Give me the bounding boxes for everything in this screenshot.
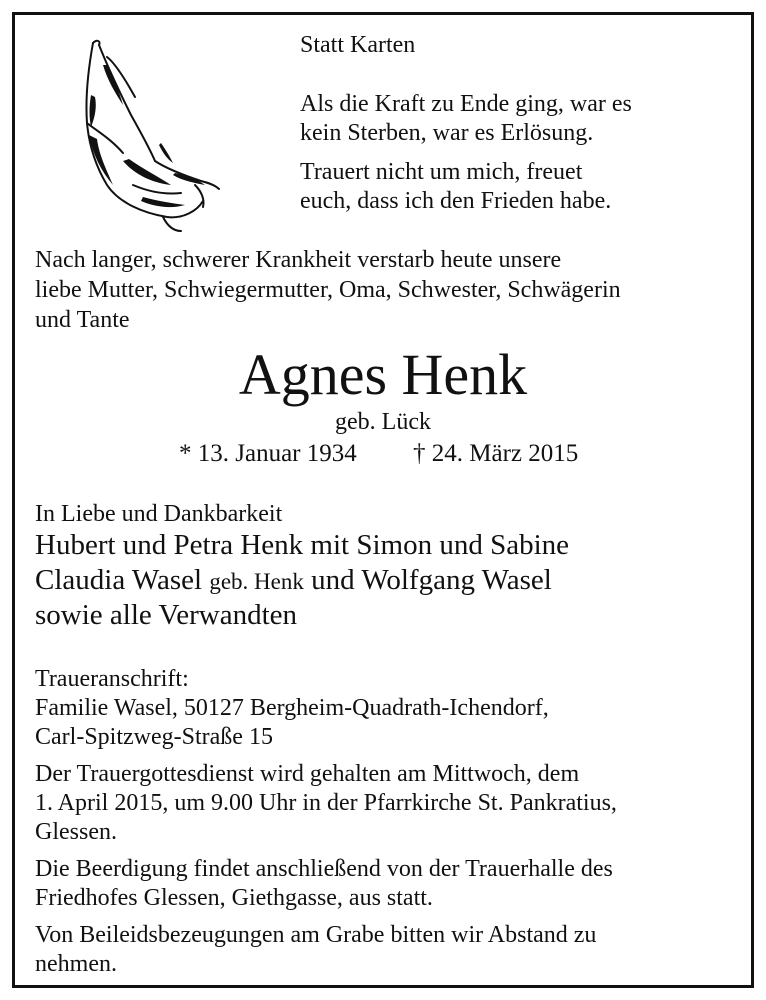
- mourner-name: Claudia Wasel: [35, 564, 203, 596]
- obituary-frame: [12, 12, 754, 988]
- poem-line: kein Sterben, war es Erlösung.: [300, 120, 594, 146]
- address-line: Carl-Spitzweg-Straße 15: [35, 724, 273, 750]
- address-line: Familie Wasel, 50127 Bergheim-Quadrath-Ichendorf,: [35, 695, 549, 721]
- poem-line: Trauert nicht um mich, freuet: [300, 159, 583, 185]
- praying-hands-icon: [63, 35, 223, 235]
- poem-line: euch, dass ich den Frieden habe.: [300, 188, 612, 214]
- intro-line: Nach langer, schwerer Krankheit verstarb heute unsere: [35, 247, 562, 273]
- poem-line: Als die Kraft zu Ende ging, war es: [300, 91, 632, 117]
- burial-line: Die Beerdigung findet anschließend von der Trauerhalle des: [35, 856, 613, 882]
- mourners-line: Hubert und Petra Henk mit Simon und Sabine: [35, 529, 570, 561]
- service-line: 1. April 2015, um 9.00 Uhr in der Pfarrkirche St. Pankratius,: [35, 790, 617, 816]
- deceased-name: Agnes Henk: [238, 342, 528, 407]
- death-date: † 24. März 2015: [413, 440, 579, 467]
- address-label: Traueranschrift:: [35, 666, 189, 692]
- mourners-line: [35, 564, 552, 598]
- intro-line: und Tante: [35, 307, 130, 333]
- mourners-lead: In Liebe und Dankbarkeit: [35, 501, 283, 527]
- burial-line: Friedhofes Glessen, Giethgasse, aus statt.: [35, 885, 433, 911]
- service-line: Glessen.: [35, 819, 117, 845]
- service-line: Der Trauergottesdienst wird gehalten am Mittwoch, dem: [35, 761, 580, 787]
- mourner-name: und Wolfgang Wasel: [311, 564, 552, 596]
- condolence-line: nehmen.: [35, 951, 117, 977]
- birth-date: * 13. Januar 1934: [179, 440, 357, 467]
- mourner-maiden-name: geb. Henk: [209, 569, 304, 594]
- header-statt-karten: Statt Karten: [300, 32, 416, 58]
- maiden-name: geb. Lück: [335, 409, 431, 435]
- intro-line: liebe Mutter, Schwiegermutter, Oma, Schwester, Schwägerin: [35, 277, 621, 303]
- mourners-line: sowie alle Verwandten: [35, 599, 297, 631]
- condolence-line: Von Beileidsbezeugungen am Grabe bitten wir Abstand zu: [35, 922, 597, 948]
